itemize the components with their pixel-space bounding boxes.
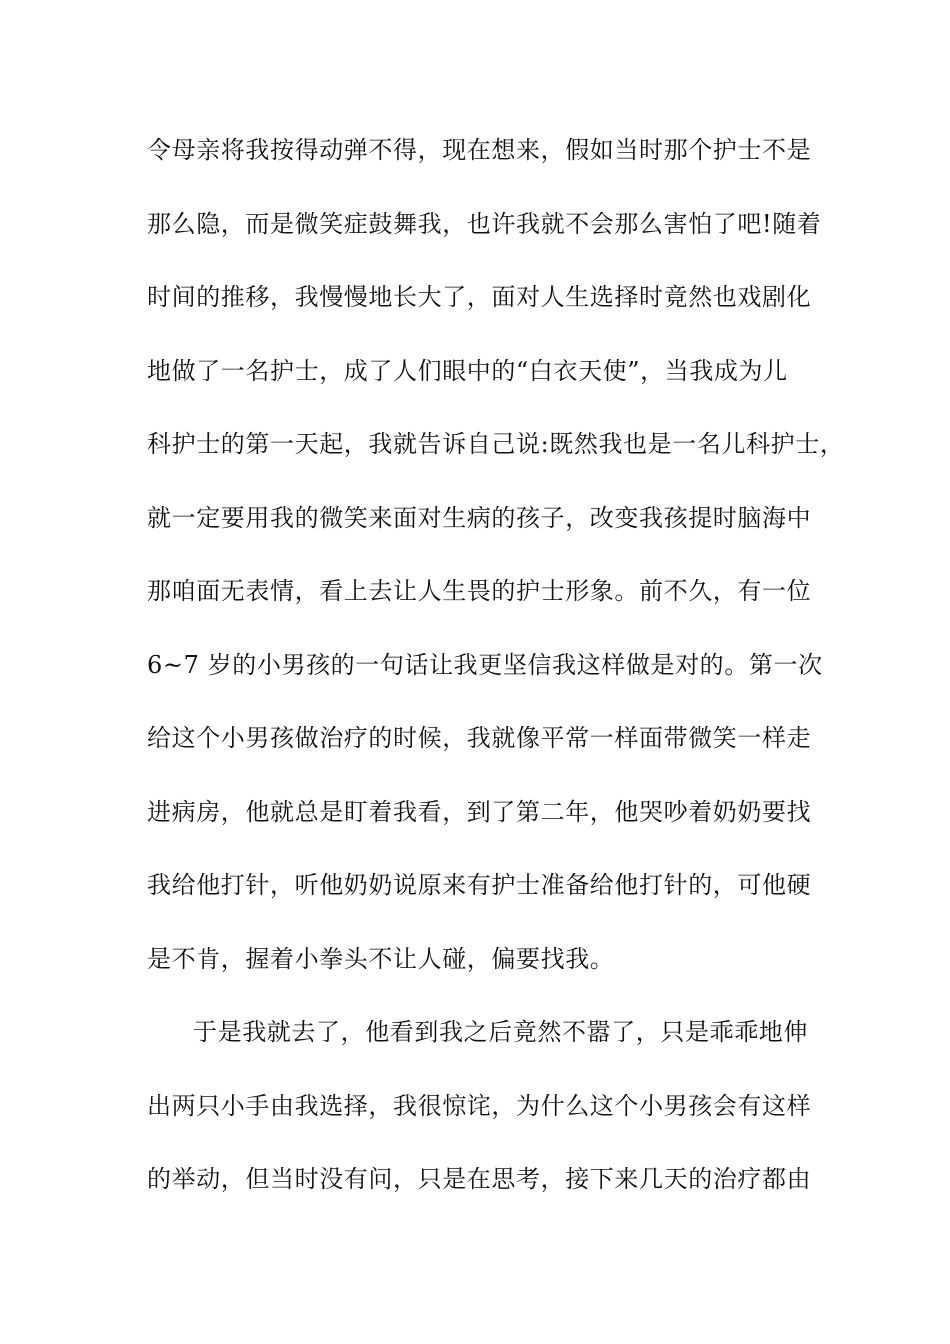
text-line: 就一定要用我的微笑来面对生病的孩子，改变我孩提时脑海中	[147, 503, 812, 532]
text-line: 那么隐，而是微笑症鼓舞我，也许我就不会那么害怕了吧!随着	[147, 209, 822, 238]
text-line: 给这个小男孩做治疗的时候，我就像平常一样面带微笑一样走	[147, 724, 812, 752]
text-line: 的举动，但当时没有问，只是在思考，接下来几天的治疗都由	[147, 1165, 812, 1193]
text-line: 科护士的第一天起，我就告诉自己说:既然我也是一名儿科护士，	[147, 430, 845, 458]
text-line: 令母亲将我按得动弹不得，现在想来，假如当时那个护士不是	[147, 136, 812, 164]
text-line: 是不肯，握着小拳头不让人碰，偏要找我。	[147, 944, 615, 973]
paragraph-first-line: 于是我就去了，他看到我之后竟然不嚣了，只是乖乖地伸	[193, 1018, 808, 1046]
text-line: 时间的推移，我慢慢地长大了，面对人生选择时竟然也戏剧化	[147, 283, 812, 311]
text-line: 6~7 岁的小男孩的一句话让我更坚信我这样做是对的。第一次	[147, 650, 823, 679]
text-line: 我给他打针，听他奶奶说原来有护士准备给他打针的，可他硬	[147, 871, 812, 899]
text-line: 地做了一名护士，成了人们眼中的“白衣天使”，当我成为儿	[147, 356, 788, 385]
text-line: 进病房，他就总是盯着我看，到了第二年，他哭吵着奶奶要找	[147, 797, 812, 826]
text-line: 那咱面无表情，看上去让人生畏的护士形象。前不久，有一位	[147, 577, 812, 605]
body-text	[147, 130, 845, 1233]
text-line: 出两只小手由我选择，我很惊诧，为什么这个小男孩会有这样	[147, 1091, 812, 1120]
